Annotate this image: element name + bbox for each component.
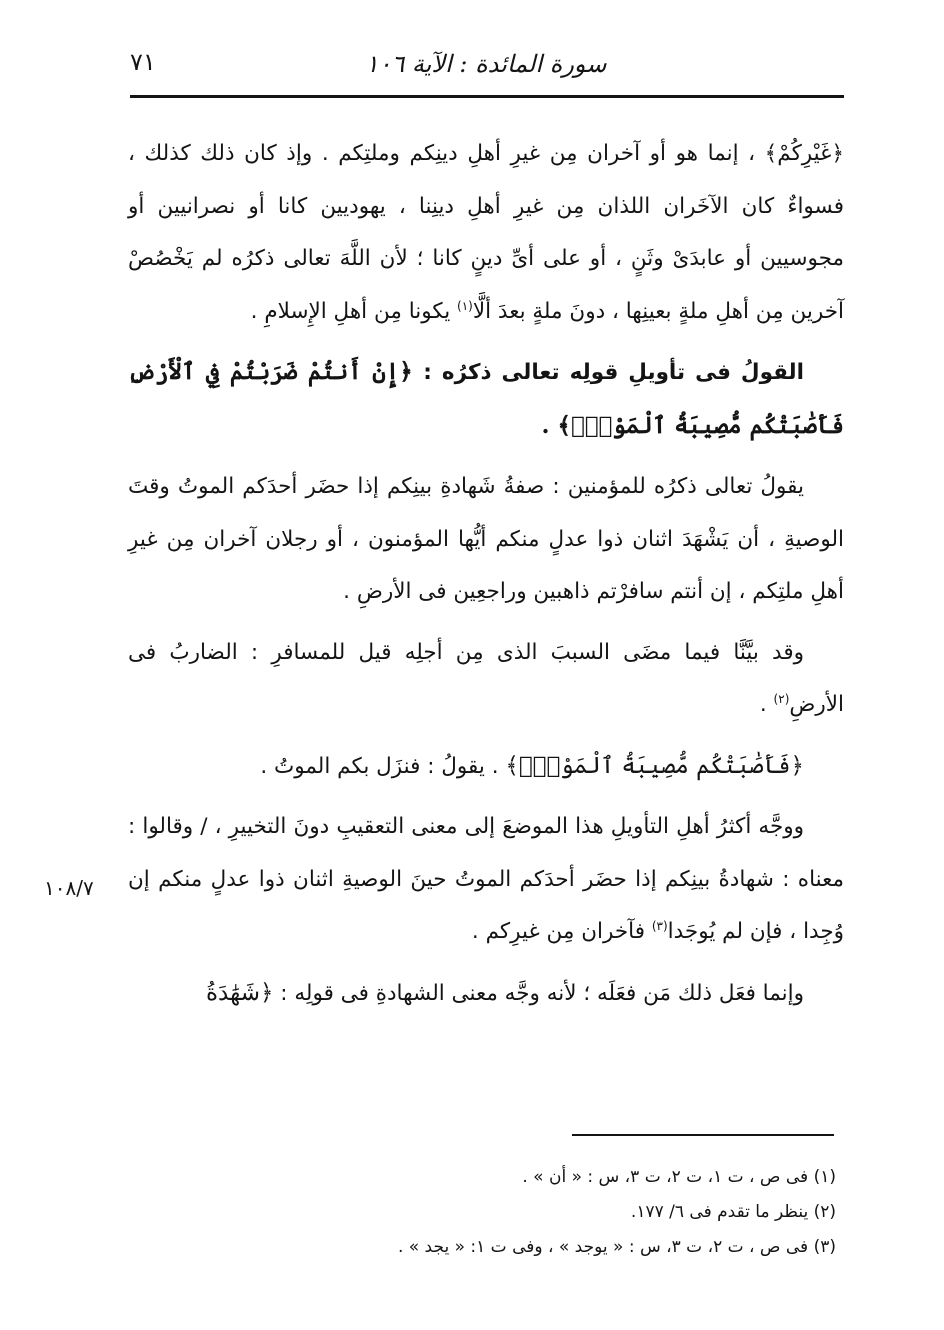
footnote-3: (٣) فى ص ، ت ٢، ت ٣، س : « يوجد » ، وفى ت ١: « يجد » . bbox=[397, 1237, 836, 1257]
footnotes bbox=[128, 1160, 836, 1265]
footnote-2: (٢) ينظر ما تقدم فى ٦/ ١٧٧. bbox=[630, 1202, 836, 1222]
paragraph-5 bbox=[128, 740, 844, 794]
paragraph-6 bbox=[128, 801, 844, 959]
paragraph-7 bbox=[128, 967, 844, 1021]
footnote-1: (١) فى ص ، ت ١، ت ٢، ت ٣، س : « أن » . bbox=[522, 1167, 836, 1187]
paragraph-6-text: ووجَّه أكثرُ أهلِ التأويلِ هذا الموضعَ إلى معنى التعقيبِ دونَ التخييرِ ، / وقالوا : معناه : شهادةُ بينِكم إذا حضَر أحدَكم الموتُ حينَ الوصيةِ اثنان ذوا عدلٍ منكم إن وُجِدا ، فإن لم يُوجَدا bbox=[128, 814, 844, 944]
paragraph-1 bbox=[128, 128, 844, 338]
page-header bbox=[130, 44, 842, 88]
section-heading: القولُ فى تأويلِ قولِه تعالى ذكرُه : bbox=[423, 360, 804, 385]
paragraph-3: يقولُ تعالى ذكرُه للمؤمنين : صفةُ شَهادةِ بينِكم إذا حضَر أحدَكم الموتُ وقتَ الوصيةِ ، أن يَشْهَدَ اثنان ذوا عدلٍ منكم أيُّها المؤمنون ، أو رجلان آخران مِن غيرِ أهلِ ملتِكم ، إن أنتم سافرْتم ذاهبين وراجعِين فى الأرضِ . bbox=[128, 474, 844, 604]
paragraph-4-text: وقد بيَّنَّا فيما مضَى السببَ الذى مِن أجلِه قيل للمسافرِ : الضاربُ فى الأرضِ bbox=[128, 639, 844, 717]
paragraph-4 bbox=[128, 627, 844, 732]
paragraph-5-text: . يقولُ : فنزَل بكم الموتُ . bbox=[260, 753, 506, 779]
quran-verse-start: ﴿شَهَٰدَةُ bbox=[205, 979, 274, 1006]
paragraph-4-end: . bbox=[759, 692, 774, 717]
paragraph-1-text: ﴿غَيْرِكُمْ﴾ ، إنما هو أو آخران مِن غيرِ أهلِ دينِكم وملتِكم . وإذ كان ذلك كذلك ، فسواءٌ كان الآخَران اللذان مِن غيرِ أهلِ دينِنا ، يهوديين كانا أو نصرانيين أو مجوسيين أو عابدَىْ وثَنٍ ، أو على أىِّ دينٍ كانا ؛ لأن اللَّهَ تعالى ذكرُه لم يَخْصُصْ آخرين مِن أهلِ ملةٍ بعينِها ، دونَ ملةٍ بعدَ ألَّا bbox=[128, 141, 844, 324]
quran-verse-heading: ﴿إِنْ أَنتُمْ ضَرَبْتُمْ فِي ٱلْأَرْضِ فَأَصَٰبَتْكُم مُّصِيبَةُ ٱلْمَوْتِۚ﴾ . bbox=[128, 358, 844, 439]
margin-reference: ١٠٨/٧ bbox=[44, 876, 94, 900]
paragraph-1-end: يكونا مِن أهلِ الإِسلامِ . bbox=[250, 298, 458, 324]
header-rule bbox=[130, 95, 844, 98]
page-number: ٧١ bbox=[130, 48, 156, 76]
quran-verse: ﴿فَأَصَٰبَتْكُم مُّصِيبَةُ ٱلْمَوْتِۚ﴾ bbox=[505, 752, 804, 779]
section-heading-paragraph bbox=[128, 346, 844, 453]
main-text bbox=[128, 128, 844, 1028]
footnote-ref-2: (٢) bbox=[773, 691, 790, 706]
paragraph-6-end: فآخران مِن غيرِكم . bbox=[471, 919, 652, 944]
footnote-rule bbox=[572, 1134, 834, 1136]
footnote-ref-1: (١) bbox=[457, 298, 473, 313]
footnote-ref-3: (٣) bbox=[651, 918, 668, 933]
paragraph-7-text: وإنما فعَل ذلك مَن فعَلَه ؛ لأنه وجَّه معنى الشهادةِ فى قولِه : bbox=[273, 980, 804, 1006]
running-title: سورة المائدة : الآية ١٠٦ bbox=[365, 50, 607, 78]
